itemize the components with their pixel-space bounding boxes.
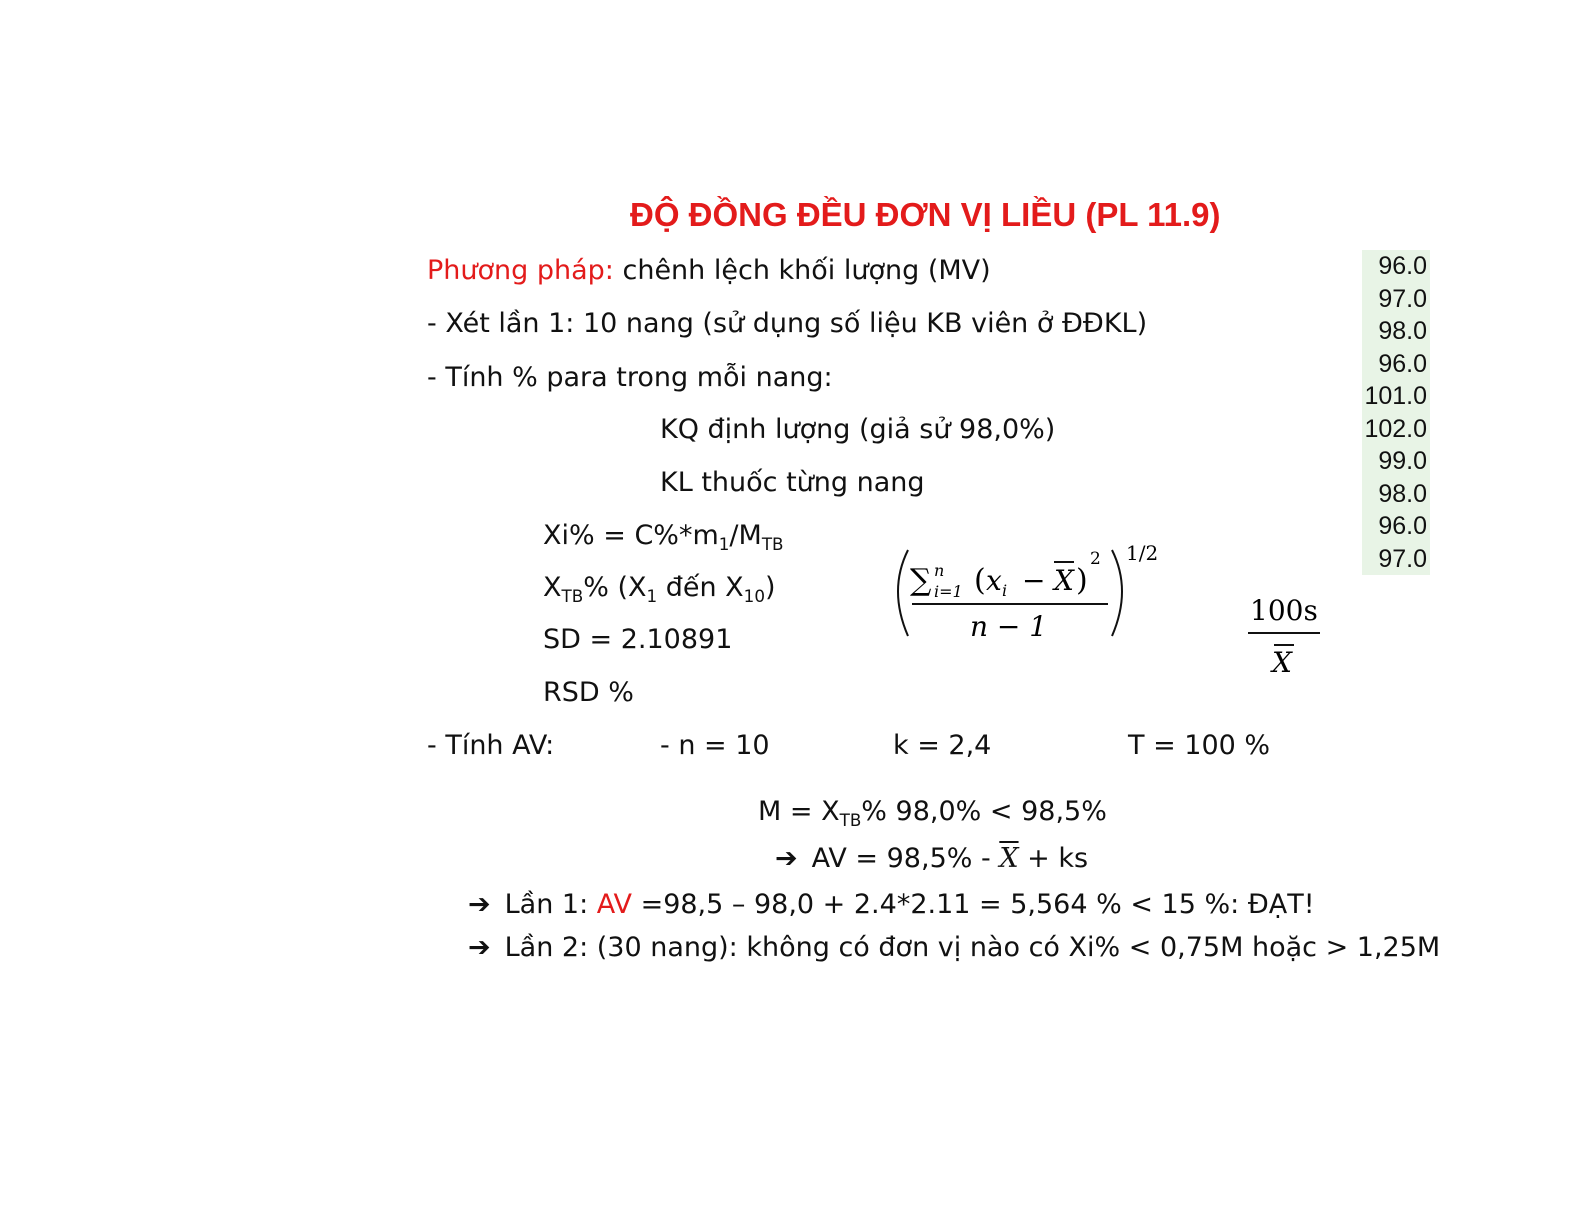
step1-line: - Xét lần 1: 10 nang (sử dụng số liệu KB viên ở ĐĐKL)	[427, 308, 1148, 339]
rsd-line: RSD %	[543, 677, 634, 708]
xi-sub-1: 1	[718, 533, 730, 554]
xtb-sub-10: 10	[743, 585, 765, 606]
sd-formula-svg	[890, 540, 1190, 650]
sample-value: 98.0	[1378, 479, 1427, 508]
xtb-p2: đến X	[657, 572, 744, 603]
xtb-p1: % (X	[583, 572, 647, 603]
sample-value: 96.0	[1378, 349, 1427, 378]
xbar-var: X	[1054, 564, 1074, 597]
rsd-formula-svg	[1246, 590, 1326, 680]
xtb-p3: )	[764, 572, 776, 603]
sum-upper: n	[934, 561, 945, 580]
av-n: - n = 10	[660, 730, 770, 761]
sd-formula	[890, 540, 1190, 650]
right-paren	[1112, 550, 1122, 636]
av-t: T = 100 %	[1128, 730, 1271, 761]
xtb-line	[543, 571, 776, 605]
lan1-p2: =98,5 – 98,0 + 2.4*2.11 = 5,564 % < 15 %: ĐẠT!	[631, 889, 1315, 920]
xtb-base: X	[543, 572, 562, 603]
page-title: ĐỘ ĐỒNG ĐỀU ĐƠN VỊ LIỀU (PL 11.9)	[630, 196, 1221, 233]
lan1-line	[468, 888, 1315, 922]
xi-base: Xi% = C%*m	[543, 520, 719, 551]
sd-line: SD = 2.10891	[543, 624, 733, 655]
rsd-numerator: 100s	[1250, 594, 1318, 627]
av-formula-line	[775, 842, 1088, 876]
exponent-half: 1/2	[1126, 541, 1159, 565]
arrow-icon: ➔	[775, 843, 798, 874]
method-text: chênh lệch khối lượng (MV)	[622, 255, 991, 286]
av-formula-xbar: $\overline{X}$	[999, 843, 1019, 874]
xi-var-sub: i	[1002, 581, 1008, 600]
xi-var: x	[986, 564, 1002, 597]
sample-value: 102.0	[1364, 414, 1427, 443]
arrow-icon: ➔	[468, 889, 491, 920]
xi-formula	[543, 519, 784, 553]
arrow-icon: ➔	[468, 932, 491, 963]
rsd-denominator: X	[1272, 646, 1292, 679]
sample-value: 96.0	[1378, 252, 1427, 280]
sample-values-column	[1362, 250, 1430, 575]
sum-lower: i=1	[934, 582, 963, 601]
m-line-sub: TB	[839, 809, 862, 830]
kl-line: KL thuốc từng nang	[660, 467, 925, 498]
av-k: k = 2,4	[893, 730, 992, 761]
m-line-p2: % 98,0% < 98,5%	[861, 796, 1107, 827]
square-exponent: 2	[1090, 549, 1101, 569]
sample-value: 96.0	[1378, 512, 1427, 540]
xtb-sub: TB	[561, 585, 584, 606]
sample-value: 99.0	[1378, 447, 1427, 475]
av-formula-p2: + ks	[1018, 843, 1089, 874]
xi-sub-tb: TB	[761, 533, 784, 554]
sample-value: 98.0	[1378, 317, 1427, 345]
lan2-line	[468, 931, 1440, 965]
sample-value: 97.0	[1378, 544, 1427, 573]
rsd-formula	[1246, 590, 1326, 680]
denominator: n − 1	[970, 610, 1048, 643]
xtb-sub-1: 1	[646, 585, 658, 606]
method-label: Phương pháp:	[427, 255, 614, 286]
lan1-p1: Lần 1:	[504, 889, 597, 920]
lan1-av: AV	[596, 889, 632, 920]
sample-value: 101.0	[1364, 382, 1427, 410]
sample-value: 97.0	[1378, 284, 1427, 313]
sum-symbol: ∑	[910, 563, 932, 598]
kq-line: KQ định lượng (giả sử 98,0%)	[660, 414, 1056, 445]
inner-open-paren: (	[974, 563, 986, 598]
step2-line: - Tính % para trong mỗi nang:	[427, 362, 833, 393]
lan2-text: Lần 2: (30 nang): không có đơn vị nào có Xi% < 0,75M hoặc > 1,25M	[504, 932, 1441, 963]
av-label: - Tính AV:	[427, 730, 555, 761]
inner-close-paren: )	[1076, 563, 1088, 598]
minus-sign: −	[1022, 564, 1046, 597]
av-formula-p1: AV = 98,5% -	[811, 843, 1000, 874]
m-line-p1: M = X	[758, 796, 840, 827]
m-line	[758, 795, 1107, 829]
method-line	[427, 254, 991, 288]
xi-mid: /M	[729, 520, 762, 551]
left-paren	[898, 550, 908, 636]
